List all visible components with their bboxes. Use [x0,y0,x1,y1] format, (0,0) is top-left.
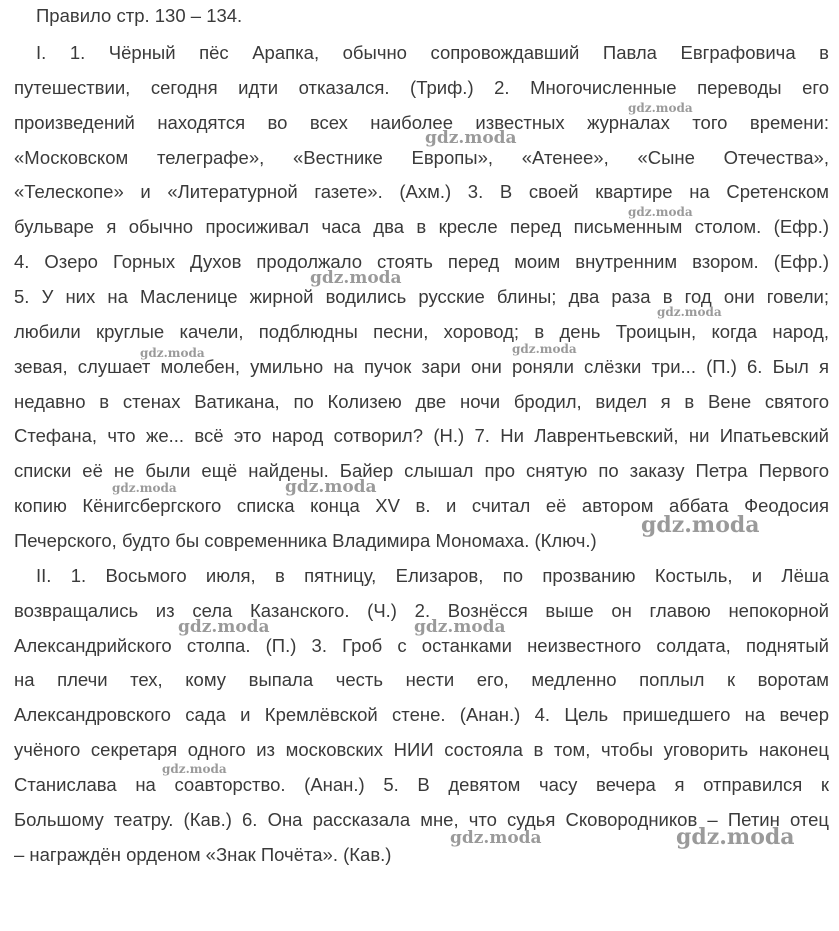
text-line: «Телескопе» и «Литературной газете». (Ахм.) 3. В своей квартире на Сретенском [14,181,829,202]
text-line: Печерского, будто бы современника Владимира Мономаха. (Ключ.) [14,530,597,551]
text-line: «Московском телеграфе», «Вестнике Европы», «Атенее», «Сыне Отечества», [14,147,829,168]
text-line: зевая, слушает молебен, умильно на пучок зари они роняли слёзки три... (П.) 6. Был я [14,356,829,377]
text-line: любили круглые качели, подблюдны песни, хоровод; в день Троицын, когда народ, [14,321,829,342]
text-line: II. 1. Восьмого июля, в пятницу, Елизаров, по прозванию Костыль, и Лёша [36,565,829,586]
text-line: учёного секретаря одного из московских НИИ состояла в том, чтобы уговорить наконец [14,739,829,760]
watermark: gdz.moda [676,824,795,850]
watermark: gdz.moda [140,346,205,360]
watermark: gdz.moda [178,617,270,637]
text-line: бульваре я обычно просиживал часа два в кресле перед письменным столом. (Ефр.) [14,216,829,237]
watermark: gdz.moda [450,828,542,848]
text-line: произведений находятся во всех наиболее известных журналах того времени: [14,112,829,133]
text-line: – награждён орденом «Знак Почёта». (Кав.) [14,844,392,865]
text-line: Стефана, что же... всё это народ сотворил? (Н.) 7. Ни Лаврентьевский, ни Ипатьевский [14,425,829,446]
text-line: Александрийского столпа. (П.) 3. Гроб с останками неизвестного солдата, поднятый [14,635,829,656]
watermark: gdz.moda [628,205,693,219]
rule-heading: Правило стр. 130 – 134. [36,5,243,26]
watermark: gdz.moda [628,101,693,115]
watermark: gdz.moda [425,128,517,148]
text-line: I. 1. Чёрный пёс Арапка, обычно сопровождавший Павла Евграфовича в [36,42,829,63]
text-line: путешествии, сегодня идти отказался. (Триф.) 2. Многочисленные переводы его [14,77,829,98]
text-line: на плечи тех, кому выпала честь нести его, медленно поплыл к воротам [14,669,829,690]
watermark: gdz.moda [414,617,506,637]
text-line: недавно в стенах Ватикана, по Колизею две ночи бродил, видел я в Вене святого [14,391,829,412]
text-line: 4. Озеро Горных Духов продолжало стоять перед моим внутренним взором. (Ефр.) [14,251,829,272]
watermark: gdz.moda [512,342,577,356]
text-line: Большому театру. (Кав.) 6. Она рассказала мне, что судья Сковородников – Петин отец [14,809,829,830]
watermark: gdz.moda [641,512,760,538]
watermark: gdz.moda [310,268,402,288]
text-line: списки её не были ещё найдены. Байер слышал про снятую по заказу Петра Первого [14,460,829,481]
watermark: gdz.moda [657,305,722,319]
watermark: gdz.moda [285,477,377,497]
text-line: копию Кёнигсбергского списка конца XV в. и считал её автором аббата Феодосия [14,495,829,516]
text-line: 5. У них на Масленице жирной водились русские блины; два раза в год они говели; [14,286,829,307]
text-line: Александровского сада и Кремлёвской стене. (Анан.) 4. Цель пришедшего на вечер [14,704,829,725]
watermark: gdz.moda [162,762,227,776]
text-line: Станислава на соавторство. (Анан.) 5. В девятом часу вечера я отправился к [14,774,829,795]
text-line: возвращались из села Казанского. (Ч.) 2. Вознёсся выше он главою непокорной [14,600,829,621]
watermark: gdz.moda [112,481,177,495]
